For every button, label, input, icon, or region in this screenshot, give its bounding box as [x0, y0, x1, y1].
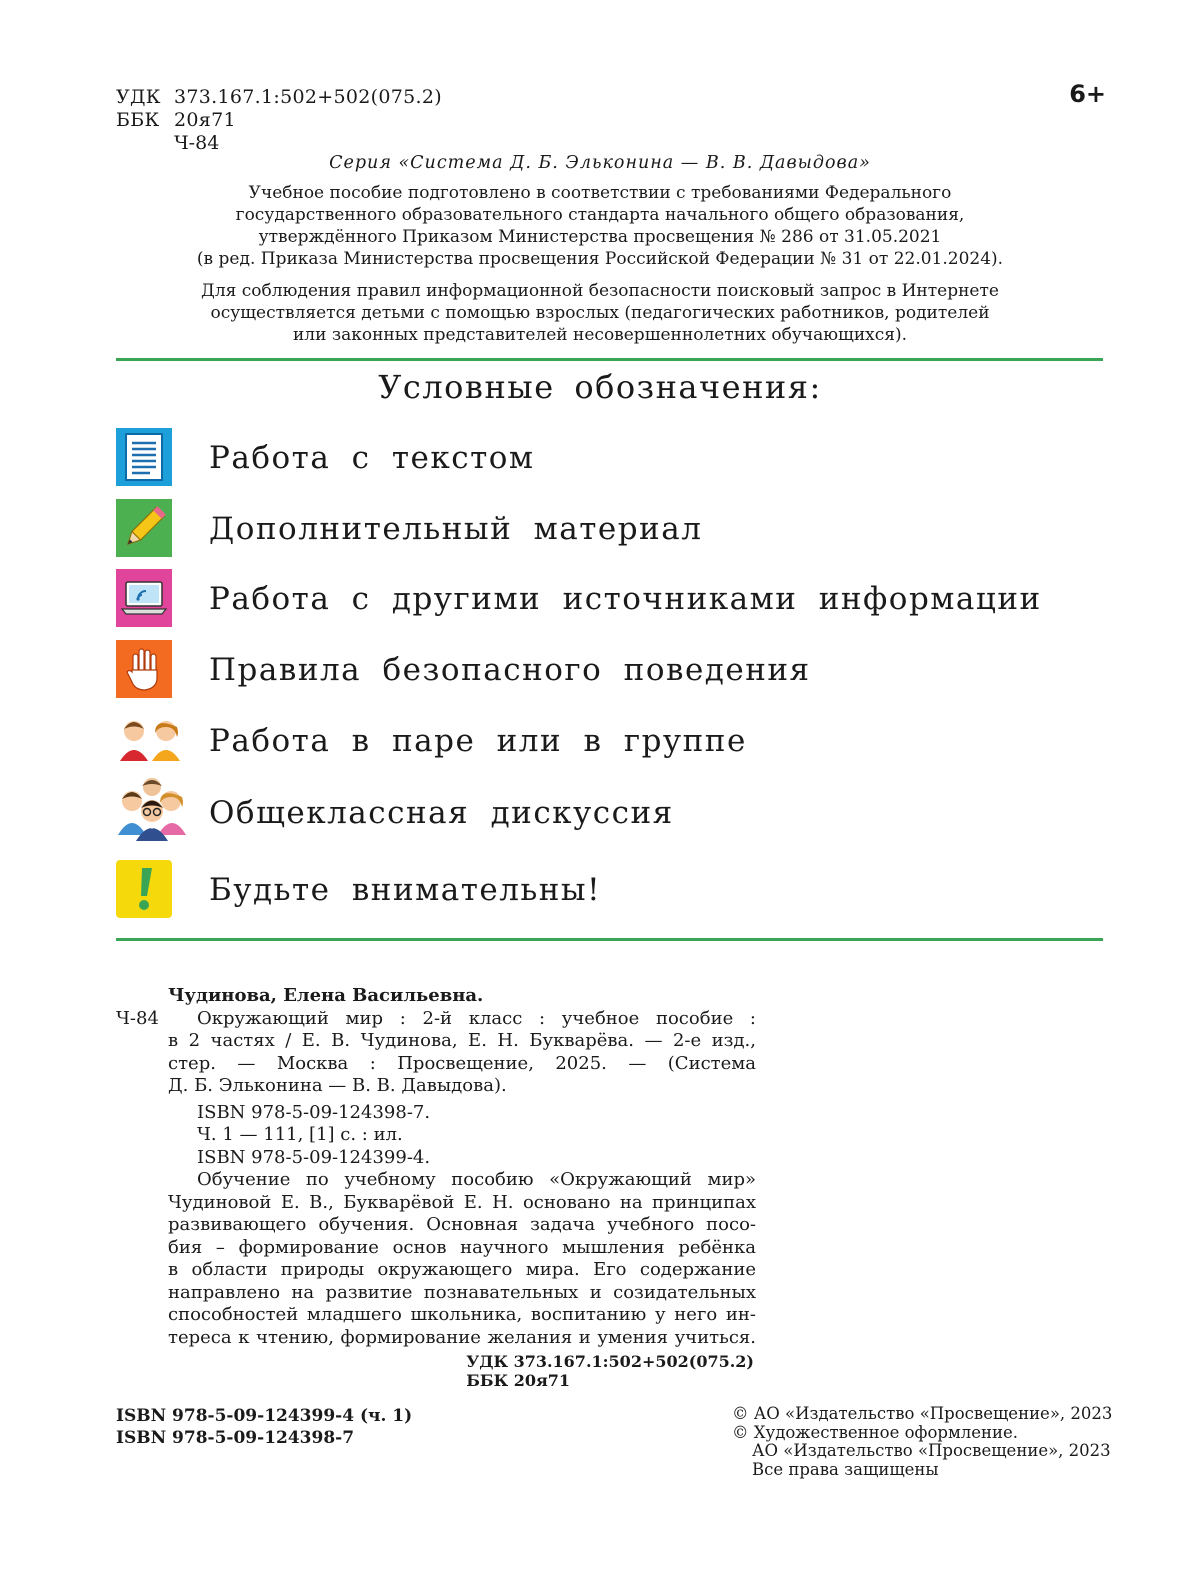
card-description-line: в 2 частях / Е. В. Чудинова, Е. Н. Букварёва. — 2-е изд.,: [168, 1030, 756, 1051]
card-author: Чудинова, Елена Васильевна.: [168, 985, 484, 1006]
legend-label: Работа с текстом: [209, 440, 535, 476]
legend-item-extra: [116, 499, 1116, 557]
card-description-line: Д. Б. Эльконина — В. В. Давыдова).: [168, 1075, 507, 1096]
abstract-line: тереса к чтению, формирование желания и умения учиться.: [168, 1326, 756, 1348]
isbn-line: ISBN 978-5-09-124398-7: [116, 1428, 355, 1448]
copyright-block: [732, 1405, 1112, 1479]
safety-notice: [150, 280, 1050, 346]
age-rating: 6+: [1069, 80, 1106, 108]
card-description-text: Окружающий мир : 2-й класс : учебное пособие :: [197, 1007, 756, 1029]
isbn-footer: [116, 1405, 412, 1449]
pair-kids-icon: [116, 711, 186, 769]
abstract-line: в области природы окружающего мира. Его содержание: [168, 1259, 756, 1280]
copyright-line: © АО «Издательство «Просвещение», 2023: [732, 1404, 1113, 1423]
card-code: Ч-84: [116, 1007, 159, 1029]
safety-line: осуществляется детьми с помощью взрослых (педагогических работников, родителей: [210, 303, 990, 323]
legend-item-sources: [116, 569, 1116, 627]
catalogue-card: [116, 985, 756, 1390]
card-bbk-line: ББК 20я71: [466, 1371, 571, 1390]
standard-line: (в ред. Приказа Министерства просвещения Российской Федерации № 31 от 22.01.2024).: [196, 249, 1004, 269]
card-abstract: [116, 1169, 756, 1349]
text-document-icon: [116, 428, 172, 486]
copyright-line: АО «Издательство «Просвещение», 2023: [752, 1441, 1111, 1460]
legend-label: Дополнительный материал: [209, 511, 703, 547]
udk-code: [116, 86, 442, 108]
udk-value: 373.167.1:502+502(075.2): [174, 86, 442, 108]
bbk-code: [116, 109, 236, 131]
copyright-line: © Художественное оформление.: [732, 1422, 1019, 1442]
legend-label: Будьте внимательны!: [209, 872, 602, 908]
legend-label: Общеклассная дискуссия: [209, 795, 674, 831]
safety-line: Для соблюдения правил информационной безопасности поисковый запрос в Интернете: [201, 281, 999, 301]
udk-label: УДК: [116, 86, 161, 108]
card-part: Ч. 1 — 111, [1] с. : ил.: [197, 1124, 403, 1145]
divider-bottom: [116, 938, 1103, 941]
divider-top: [116, 358, 1103, 361]
card-udk: [116, 1352, 756, 1390]
series-title: Серия «Система Д. Б. Эльконина — В. В. Давыдова»: [329, 153, 871, 173]
card-isbn-set: ISBN 978-5-09-124398-7.: [197, 1101, 431, 1123]
isbn-line: ISBN 978-5-09-124399-4 (ч. 1): [116, 1406, 413, 1426]
abstract-line: Обучение по учебному пособию «Окружающий мир»: [197, 1169, 756, 1190]
stop-hand-icon: [116, 640, 172, 698]
abstract-line: бия – формирование основ научного мышления ребёнка: [168, 1236, 756, 1258]
standard-line: утверждённого Приказом Министерства просвещения № 286 от 31.05.2021: [258, 227, 942, 247]
legend-item-text: [116, 428, 1116, 486]
bbk-value: 20я71: [174, 109, 236, 131]
bbk-label: ББК: [116, 109, 160, 131]
legend-item-attention: [116, 860, 1116, 918]
legend-label: Работа в паре или в группе: [209, 723, 747, 759]
standard-notice: [150, 182, 1050, 270]
card-description-line: стер. — Москва : Просвещение, 2025. — (Система: [168, 1052, 756, 1074]
legend-item-discussion: [116, 775, 1116, 841]
exclamation-icon: [116, 860, 172, 918]
safety-line: или законных представителей несовершеннолетних обучающихся).: [292, 325, 908, 345]
legend-title: Условные обозначения:: [378, 368, 822, 406]
abstract-line: Чудиновой Е. В., Букварёвой Е. Н. основано на принципах: [168, 1191, 756, 1213]
author-code: Ч-84: [174, 132, 220, 154]
legend-item-pair: [116, 711, 1116, 769]
legend-label: Правила безопасного поведения: [209, 652, 811, 688]
standard-line: Учебное пособие подготовлено в соответствии с требованиями Федерального: [248, 183, 952, 203]
card-udk-line: УДК 373.167.1:502+502(075.2): [466, 1352, 754, 1371]
laptop-icon: [116, 569, 172, 627]
abstract-line: направлено на развитие познавательных и созидательных: [168, 1281, 756, 1303]
copyright-line: Все права защищены: [752, 1459, 939, 1479]
group-kids-icon: [116, 775, 188, 841]
card-description-line: [116, 1008, 756, 1031]
abstract-line: способностей младшего школьника, воспитанию у него ин-: [168, 1304, 756, 1325]
card-isbn-part: ISBN 978-5-09-124399-4.: [197, 1146, 431, 1168]
legend-label: Работа с другими источниками информации: [209, 581, 1042, 617]
standard-line: государственного образовательного стандарта начального общего образования,: [235, 205, 965, 225]
legend-item-safety: [116, 640, 1116, 698]
abstract-line: развивающего обучения. Основная задача учебного посо-: [168, 1214, 756, 1235]
pencil-icon: [116, 499, 172, 557]
